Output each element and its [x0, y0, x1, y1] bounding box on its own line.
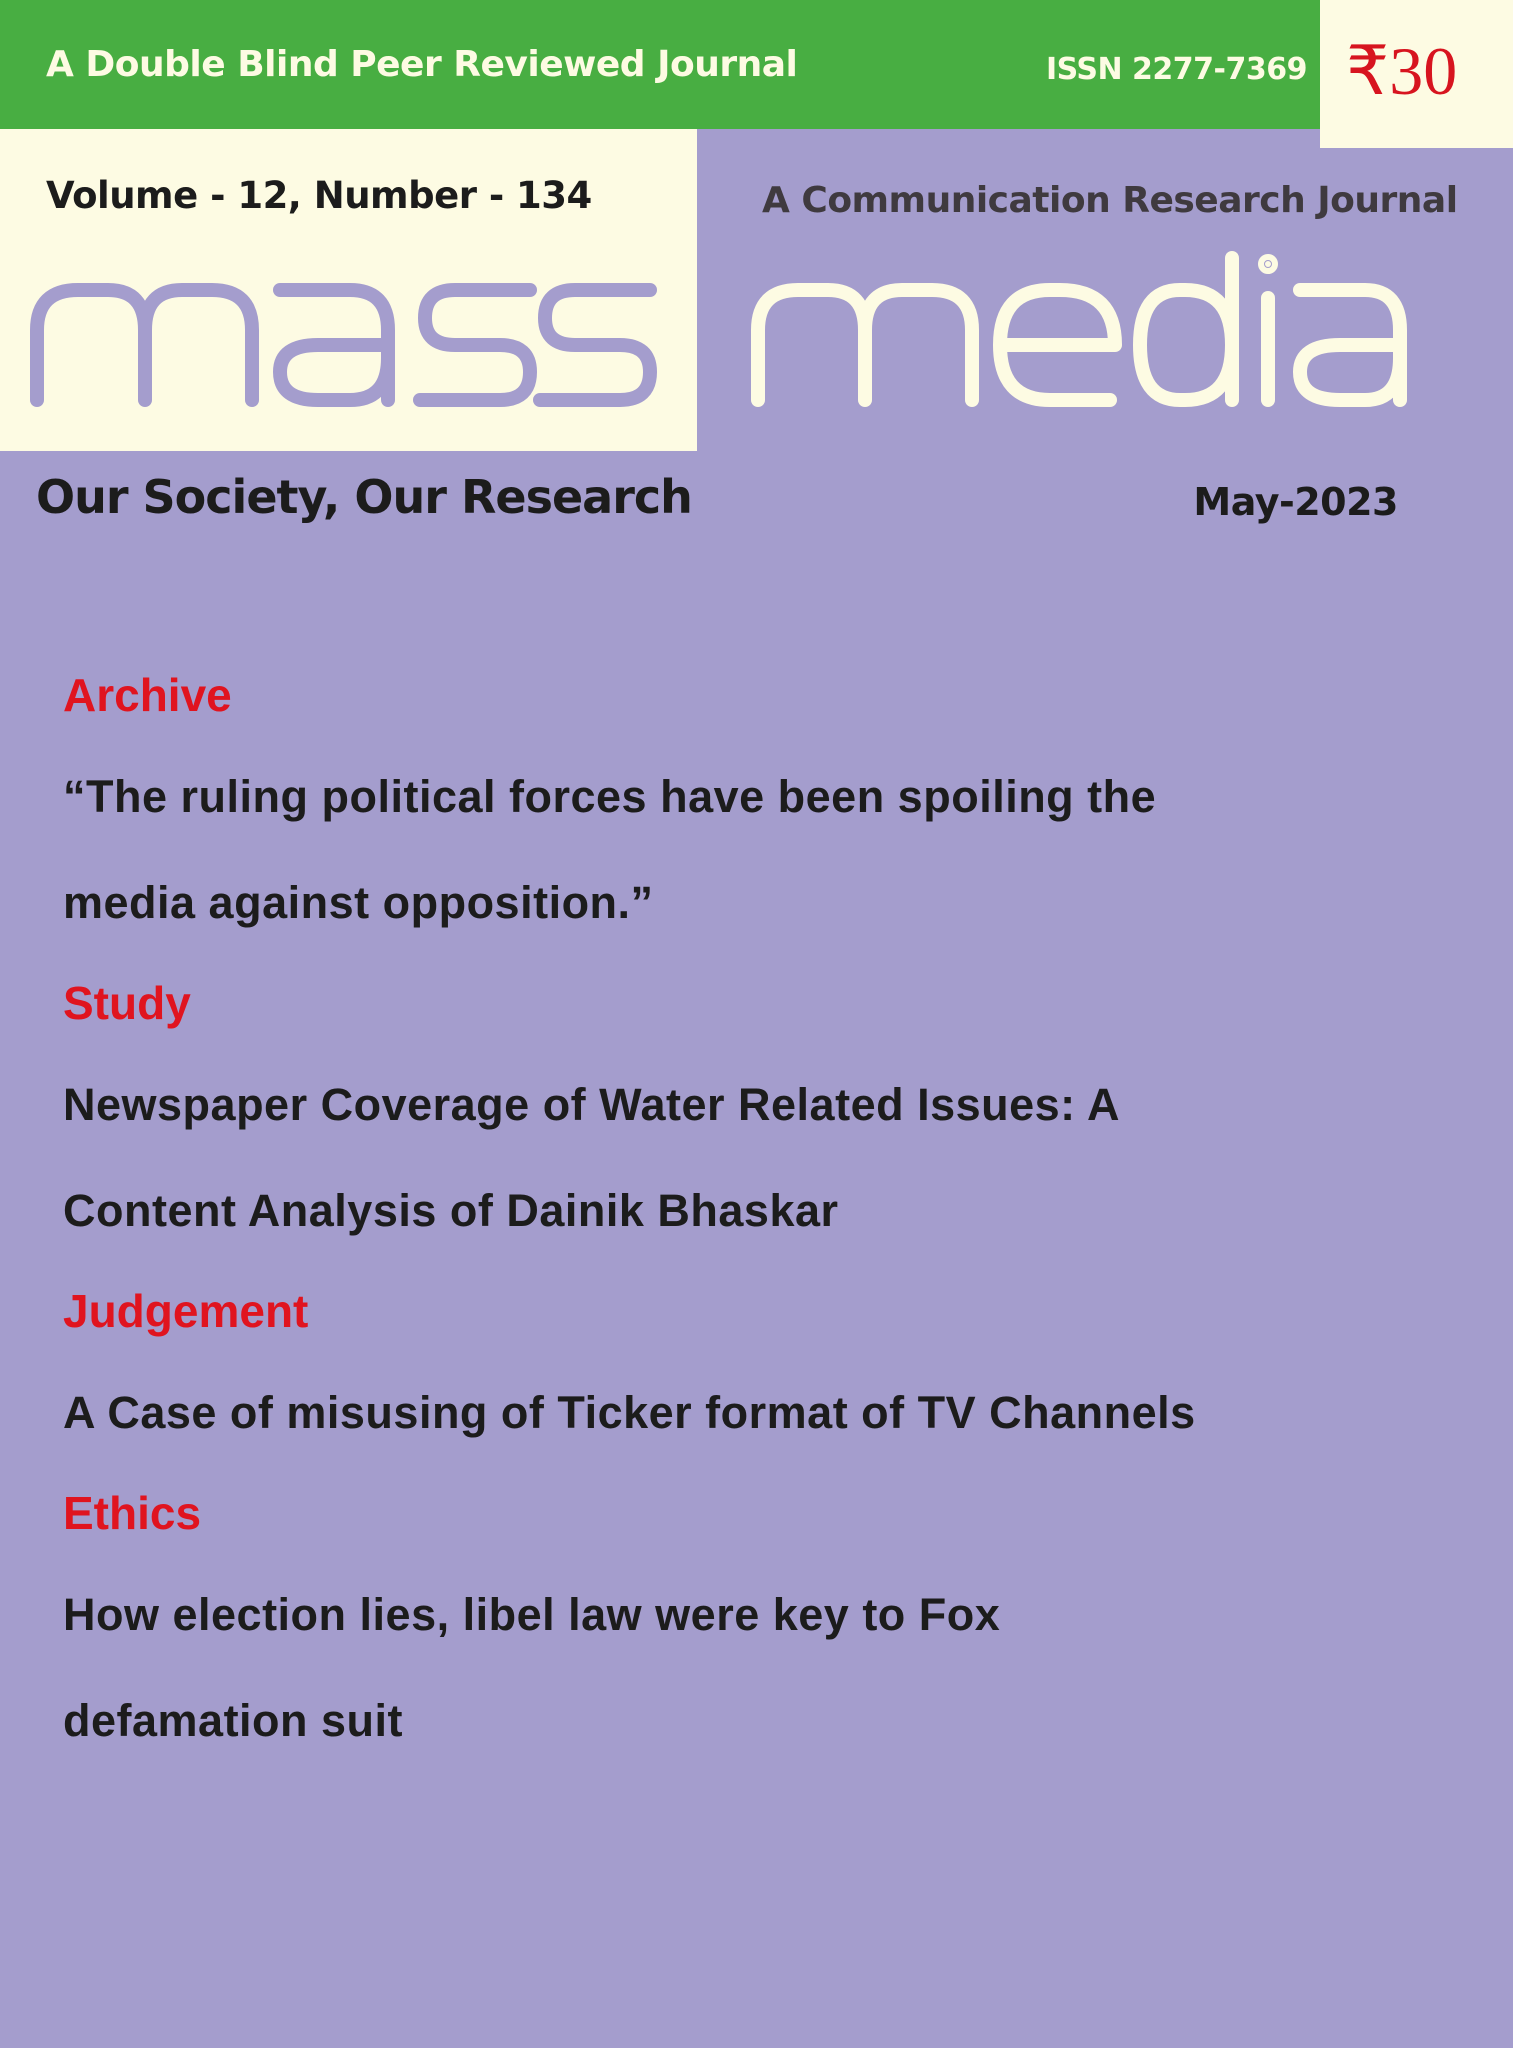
headline-study-line-2: Content Analysis of Dainik Bhaskar	[63, 1185, 839, 1236]
logo-media	[758, 258, 1400, 400]
headline-archive-line-2: media against opposition.”	[63, 877, 654, 928]
journal-motto: Our Society, Our Research	[36, 470, 692, 524]
headline-ethics-line-1: How election lies, libel law were key to Fox	[63, 1589, 1001, 1640]
price: ₹30	[1346, 33, 1458, 109]
price-box	[1320, 0, 1513, 148]
volume-number: Volume - 12, Number - 134	[46, 174, 592, 217]
headline-ethics-line-2: defamation suit	[63, 1695, 404, 1746]
headline-archive-line-1: “The ruling political forces have been spoiling the	[63, 771, 1157, 822]
section-study: Study	[63, 977, 191, 1029]
issn-number: ISSN 2277-7369	[1045, 52, 1307, 87]
section-archive: Archive	[63, 669, 232, 721]
headline-judgement-line-1: A Case of misusing of Ticker format of TV Channels	[63, 1387, 1196, 1438]
issue-date: May-2023	[1193, 480, 1398, 524]
logo-mass	[37, 290, 650, 400]
section-judgement: Judgement	[63, 1285, 309, 1337]
mass-media-logo	[0, 250, 1513, 420]
journal-subtitle: A Communication Research Journal	[762, 180, 1458, 221]
headline-study-line-1: Newspaper Coverage of Water Related Issues: A	[63, 1079, 1120, 1130]
section-ethics: Ethics	[63, 1487, 202, 1539]
journal-tagline: A Double Blind Peer Reviewed Journal	[46, 44, 798, 85]
